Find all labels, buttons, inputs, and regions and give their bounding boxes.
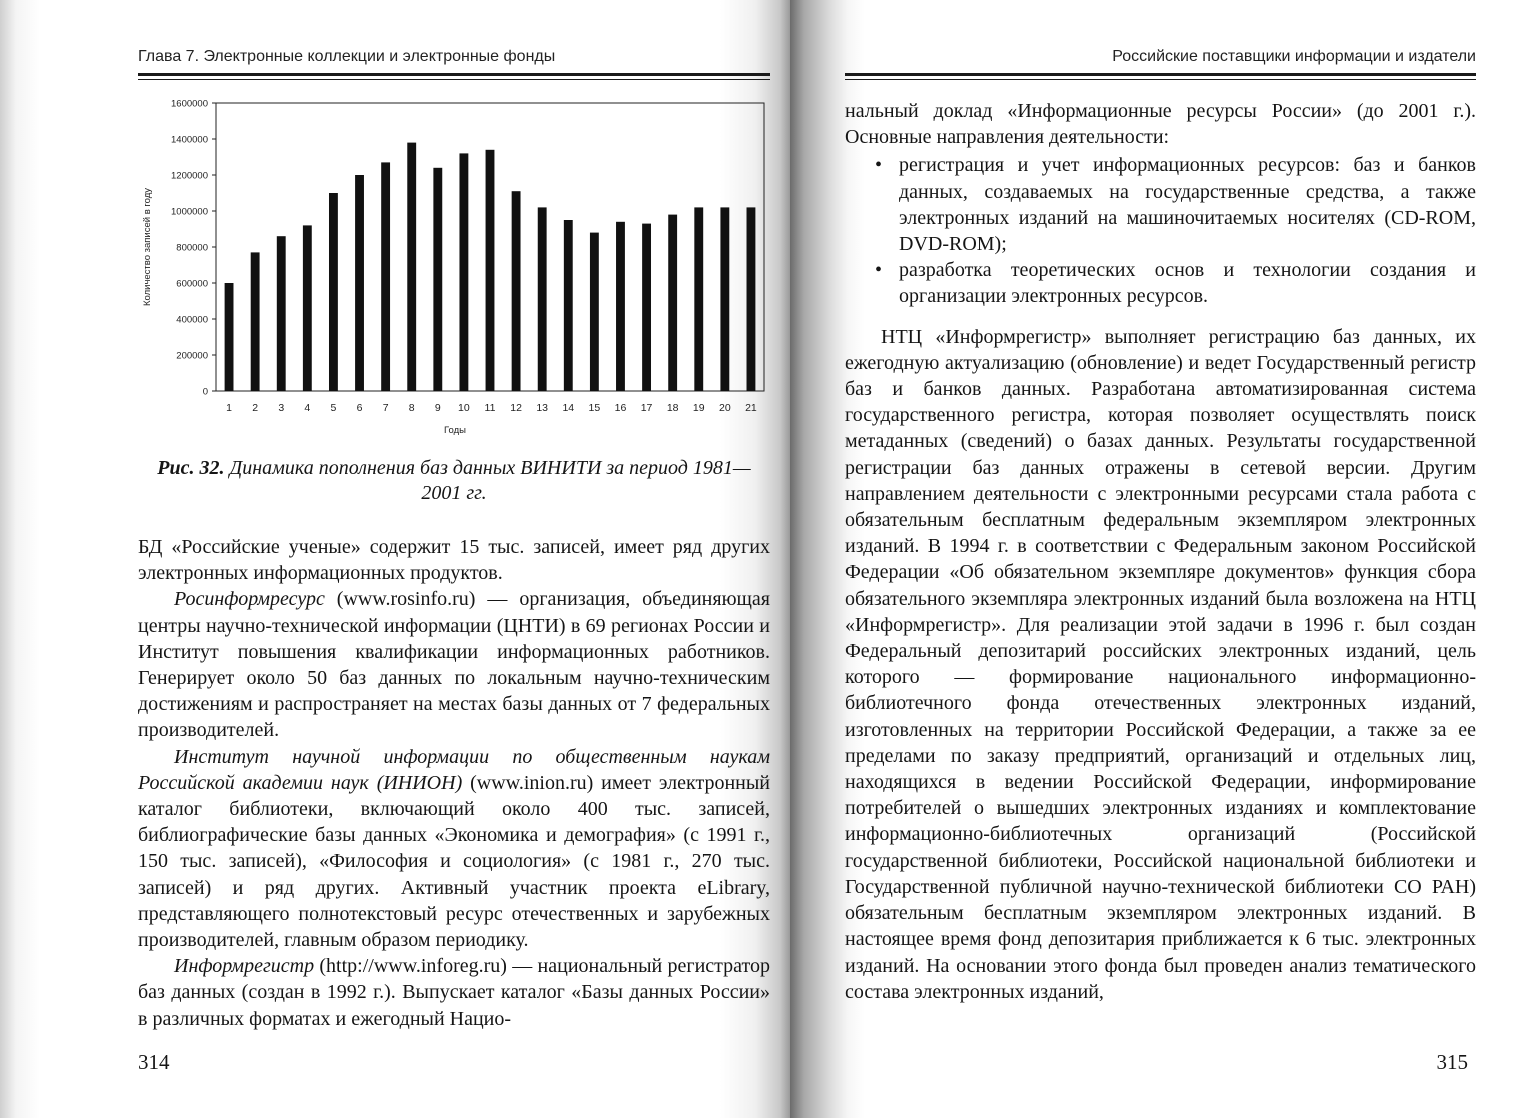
- paragraph: БД «Российские ученые» содержит 15 тыс. записей, имеет ряд других электронных информационных продуктов.: [138, 536, 770, 585]
- bar: [303, 225, 312, 391]
- running-head-left: Глава 7. Электронные коллекции и электронные фонды: [138, 48, 556, 65]
- list-item: [845, 152, 1476, 257]
- x-tick-label: 5: [330, 402, 337, 414]
- x-tick-label: 11: [484, 402, 496, 414]
- bullet-list: [845, 152, 1476, 309]
- x-tick-label: 16: [614, 402, 627, 414]
- x-axis-label: Годы: [444, 425, 466, 436]
- x-tick-label: 1: [226, 402, 232, 414]
- right-body-text: [845, 98, 1476, 1005]
- bar: [564, 220, 573, 391]
- bar: [407, 143, 416, 391]
- org-name: Росинформресурс: [174, 588, 325, 611]
- x-tick-label: 20: [719, 402, 731, 414]
- bar: [512, 191, 521, 391]
- bar: [720, 207, 729, 391]
- y-tick-label: 800000: [176, 242, 208, 254]
- bar: [381, 162, 390, 391]
- bar: [459, 153, 468, 391]
- y-axis-label: Количество записей в году: [142, 187, 153, 307]
- y-tick-label: 1000000: [171, 206, 208, 218]
- bar: [747, 207, 756, 391]
- running-head-right: Российские поставщики информации и издатели: [1112, 48, 1476, 65]
- list-item-text: регистрация и учет информационных ресурсов: баз и банков данных, создаваемых на государственные средства, а также электронных изданий на машиночитаемых носителях (CD-ROM, DVD-ROM);: [899, 154, 1476, 256]
- y-tick-label: 400000: [176, 314, 208, 326]
- x-tick-label: 19: [692, 402, 705, 414]
- org-name: Информрегистр: [174, 955, 315, 978]
- x-tick-label: 14: [562, 402, 575, 414]
- bar: [225, 283, 234, 391]
- org-name: Институт научной информации по общественным наукам Российской академии наук (ИНИОН): [138, 745, 770, 794]
- x-tick-label: 12: [510, 402, 522, 414]
- x-tick-label: 15: [588, 402, 601, 414]
- y-tick-label: 1600000: [171, 98, 208, 110]
- paragraph: [138, 744, 770, 954]
- header-rule-thin: [138, 79, 770, 80]
- x-tick-label: 13: [536, 402, 549, 414]
- paragraph-text: (www.rosinfo.ru) — организация, объединяющая центры научно-технической информации (ЦНТИ) в 69 регионах России и Институт повышения квалификации информационных работников. Генерирует около 50 баз данных по локальным научно-техническим достижениям и распространяет на местах базы данных от 7 федеральных производителей.: [138, 588, 770, 742]
- paragraph: [138, 586, 770, 743]
- paragraph-text: (www.inion.ru) имеет электронный каталог библиотеки, включающий около 400 тыс. записей, библиографические базы данных «Экономика и демография» (с 1991 г., 150 тыс. записей), «Философия и социология» (с 1981 г., 270 тыс. записей) и ряд других. Активный участник проекта eLibrary, представляющего полнотекстовый ресурс отечественных и зарубежных производителей, главным образом периодику.: [138, 771, 770, 952]
- bullet-icon: •: [875, 154, 883, 177]
- chart-svg: [120, 95, 780, 445]
- bullet-icon: •: [875, 259, 883, 282]
- figure-caption: [138, 456, 770, 506]
- y-tick-label: 600000: [176, 278, 208, 290]
- header-rule: [138, 73, 770, 76]
- paragraph: НТЦ «Информрегистр» выполняет регистрацию баз данных, их ежегодную актуализацию (обновление) и ведет Государственный регистр баз и банков данных. Разработана автоматизированная система государственного регистра, которая позволяет осуществлять поиск метаданных (сведений) о базах данных. Результаты государственной регистрации баз данных отражены в сетевой версии. Другим направлением деятельности с электронными ресурсами стала работа с обязательным бесплатным федеральным экземпляром электронных изданий. В 1994 г. в соответствии с Федеральным законом Российской Федерации «Об обязательном экземпляре документов» функция сбора обязательного экземпляра электронных изданий была возложена на НТЦ «Информрегистр». Для реализации этой задачи в 1996 г. был создан Федеральный депозитарий российских электронных изданий, цель которого — формирование национального информационно-библиотечного фонда отечественных электронных изданий, изготовленных на территории Российской Федерации, а также за ее пределами по заказу предприятий, организаций и отдельных лиц, находящихся в ведении Российской Федерации, информирование потребителей о вышедших электронных изданиях и комплектование информационно-библиотечных организаций (Российской государственной библиотеки, Российской национальной библиотеки и Государственной публичной научно-технической библиотеки СО РАН) обязательным бесплатным экземпляром электронных изданий. В настоящее время фонд депозитария приближается к 6 тыс. электронных изданий. На основании этого фонда был проведен анализ тематического состава электронных изданий,: [845, 325, 1476, 1003]
- x-tick-label: 9: [434, 402, 441, 414]
- page-number: 315: [1436, 1050, 1468, 1074]
- x-tick-label: 21: [745, 402, 757, 414]
- y-tick-label: 0: [202, 386, 208, 398]
- x-tick-label: 3: [278, 402, 285, 414]
- list-item-text: разработка теоретических основ и технологии создания и организации электронных ресурсов.: [899, 259, 1476, 308]
- bar: [433, 168, 442, 391]
- header-rule-thin: [845, 79, 1476, 80]
- x-tick-label: 17: [640, 402, 653, 414]
- bar: [616, 222, 625, 391]
- caption-label: Рис. 32.: [157, 457, 225, 479]
- list-item: [845, 257, 1476, 309]
- paragraph-text: (http://www.inforeg.ru) — национальный регистратор баз данных (создан в 1992 г.). Выпускает каталог «Базы данных России» в различных форматах и ежегодный Нацио-: [138, 955, 770, 1030]
- bar: [486, 150, 495, 391]
- x-tick-label: 10: [458, 402, 470, 414]
- bar: [355, 175, 364, 391]
- bar: [590, 233, 599, 391]
- bar: [538, 207, 547, 391]
- bar: [329, 193, 338, 391]
- bar: [642, 224, 651, 391]
- y-tick-label: 200000: [176, 350, 208, 362]
- x-tick-label: 18: [666, 402, 679, 414]
- x-tick-label: 8: [408, 402, 415, 414]
- bar-chart: [120, 95, 780, 445]
- page-number: 314: [138, 1050, 170, 1074]
- bar: [668, 215, 677, 391]
- header-rule: [845, 73, 1476, 76]
- left-body-text: [138, 534, 770, 1032]
- x-tick-label: 7: [382, 402, 389, 414]
- bar: [694, 207, 703, 391]
- bar: [277, 236, 286, 391]
- bar: [251, 252, 260, 391]
- paragraph: нальный доклад «Информационные ресурсы России» (до 2001 г.). Основные направления деятельности:: [845, 100, 1476, 149]
- caption-text: Динамика пополнения баз данных ВИНИТИ за период 1981—2001 гг.: [229, 457, 751, 504]
- y-tick-label: 1200000: [171, 170, 208, 182]
- x-tick-label: 6: [356, 402, 363, 414]
- right-page: [790, 0, 1524, 1118]
- y-tick-label: 1400000: [171, 134, 208, 146]
- x-tick-label: 4: [304, 402, 311, 414]
- x-tick-label: 2: [252, 402, 259, 414]
- paragraph: [138, 953, 770, 1032]
